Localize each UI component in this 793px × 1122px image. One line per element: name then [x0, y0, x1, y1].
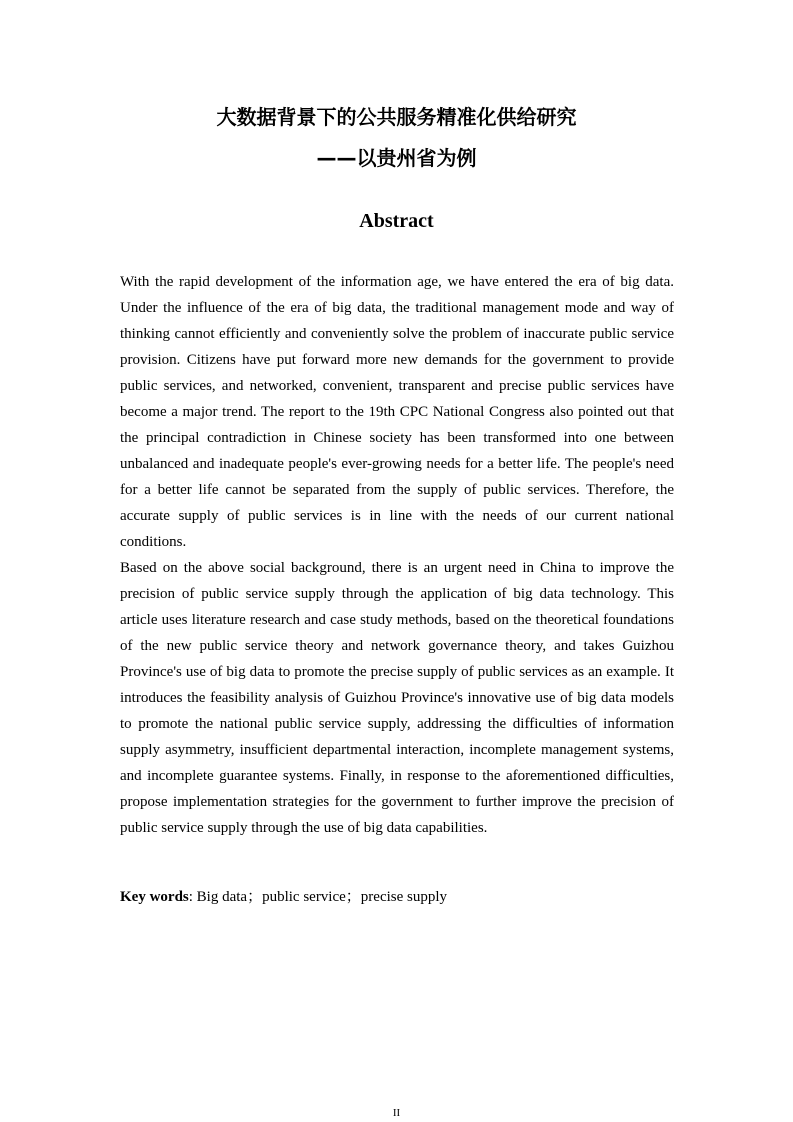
keywords-list: Big data；public service；precise supply — [196, 889, 448, 905]
abstract-paragraph-1: With the rapid development of the information age, we have entered the era of big data. Under the influence of the era of big data, the traditional management mode and way of thinking cannot efficiently and conveniently solve the problem of inaccurate public service provision. Citizens have put forward more new demands for the government to provide public services, and networked, convenient, transparent and precise public services have become a major trend. The report to the 19th CPC National Congress also pointed out that the principal contradiction in Chinese society has been transformed into one between unbalanced and inadequate people's ever-growing needs for a better life. The people's need for a better life cannot be separated from the supply of public services. Therefore, the accurate supply of public services is in line with the needs of our current national conditions. — [120, 274, 674, 550]
keywords-separator: : — [188, 889, 197, 905]
abstract-paragraph-2: Based on the above social background, there is an urgent need in China to improve the precision of public service supply through the application of big data technology. This article uses literature research and case study methods, based on the theoretical foundations of the new public service theory and network governance theory, and takes Guizhou Province's use of big data to promote the precise supply of public services as an example. It introduces the feasibility analysis of Guizhou Province's innovative use of big data models to promote the national public service supply, addressing the difficulties of information supply asymmetry, insufficient departmental interaction, incomplete management systems, and incomplete guarantee systems. Finally, in response to the aforementioned difficulties, propose implementation strategies for the government to further improve the precision of public service supply through the use of big data capabilities. — [120, 560, 674, 836]
abstract-body — [120, 269, 674, 841]
keywords-line — [120, 884, 447, 910]
abstract-heading: Abstract — [359, 210, 434, 232]
document-title: 大数据背景下的公共服务精准化供给研究 — [216, 105, 577, 129]
keywords-label: Key words — [120, 889, 189, 905]
document-subtitle: ——以贵州省为例 — [316, 146, 477, 170]
page-number: II — [392, 1107, 401, 1119]
